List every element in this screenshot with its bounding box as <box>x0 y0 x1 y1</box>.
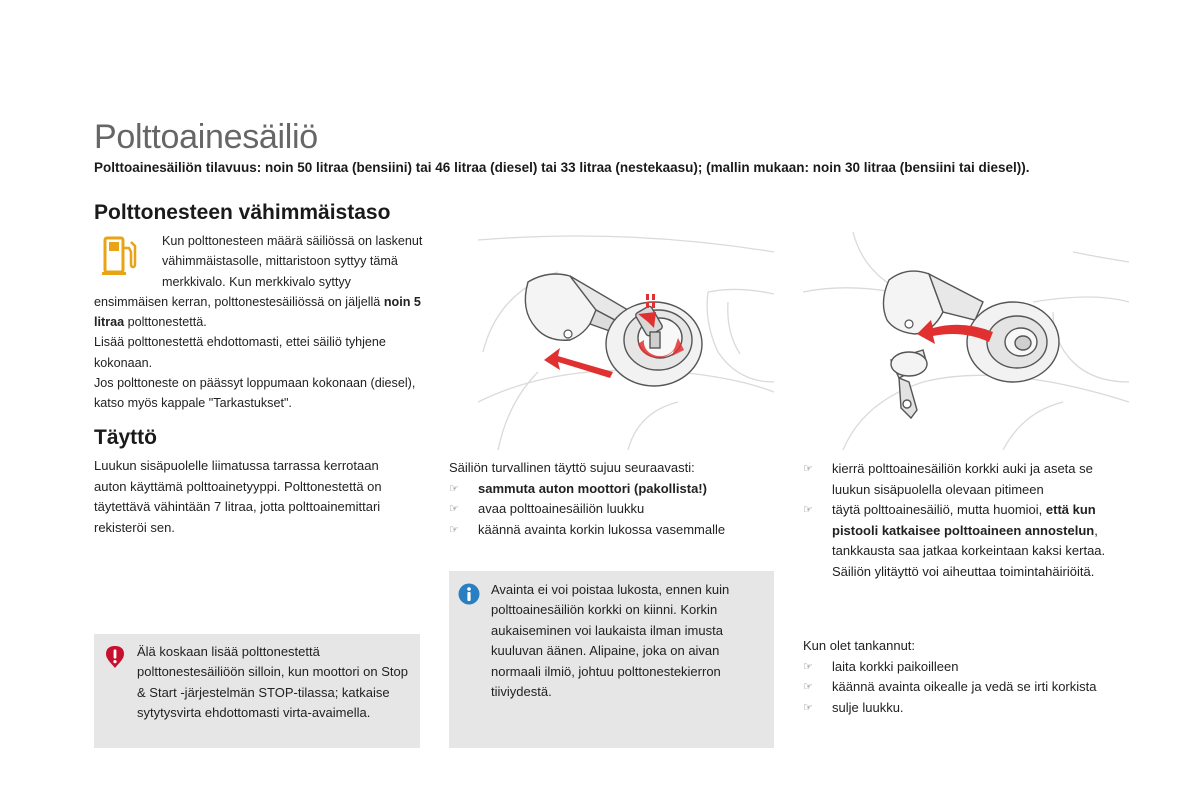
pointing-hand-icon: ☞ <box>449 503 459 515</box>
pointing-hand-icon: ☞ <box>449 482 459 495</box>
min-level-p3: Jos polttoneste on päässyt loppumaan kokonaan (diesel), katso myös kappale "Tarkastukset". <box>94 376 416 411</box>
step-text: laita korkki paikoilleen <box>832 658 959 674</box>
procedure-steps <box>449 479 779 541</box>
min-level-liters: noin 5 litraa <box>94 294 421 330</box>
after-steps <box>803 657 1133 719</box>
filling-text: Luukun sisäpuolelle liimatussa tarrassa kerrotaan auton käyttämä polttoainetyyppi. Polttonestettä on täytettävä vähintään 7 litraa, jotta polttoainemittari rekisteröi sen. <box>94 458 382 535</box>
step-text: käännä avainta korkin lukossa vasemmalle <box>478 521 726 537</box>
step-text: täytä polttoainesäiliö, mutta huomioi, <box>832 502 1046 517</box>
step-text: kierrä polttoainesäiliön korkki auki ja aseta se luukun sisäpuolella olevaan pitimeen <box>832 461 1093 497</box>
fuel-cap-removal-illustration <box>803 232 1129 450</box>
procedure-intro: Säiliön turvallinen täyttö sujuu seuraavasti: <box>449 460 695 475</box>
min-level-heading: Polttonesteen vähimmäistaso <box>94 201 391 224</box>
info-icon <box>458 583 480 605</box>
tank-capacity-note: Polttoainesäiliön tilavuus: noin 50 litraa (bensiini) tai 46 litraa (diesel) tai 33 litraa (nestekaasu); (mallin mukaan: noin 30 litraa (bensiini tai diesel)). <box>94 160 1030 175</box>
pointing-hand-icon: ☞ <box>803 660 813 673</box>
procedure-column <box>449 458 779 540</box>
list-item <box>803 677 1133 698</box>
pointing-hand-icon: ☞ <box>449 523 459 536</box>
list-item <box>449 520 779 541</box>
fuel-cap-unlock-illustration <box>478 232 774 450</box>
pointing-hand-icon: ☞ <box>803 504 813 516</box>
info-text: Avainta ei voi poistaa lukosta, ennen kuin polttoainesäiliön korkki on kiinni. Korkin aukaiseminen voi laukaista ilman imusta kuuluvan äänen. Alipaine, joka on aivan normaali ilmiö, johtuu polttonestekierron tiiviydestä. <box>491 582 730 700</box>
pointing-hand-icon: ☞ <box>803 463 813 475</box>
pointing-hand-icon: ☞ <box>803 681 813 693</box>
list-item <box>449 479 779 500</box>
pointing-hand-icon: ☞ <box>803 701 813 714</box>
step-text: avaa polttoainesäiliön luukku <box>478 501 645 516</box>
after-refuel-column <box>803 636 1133 718</box>
min-level-text <box>94 231 426 414</box>
filling-heading: Täyttö <box>94 426 157 449</box>
step-text: , tankkausta saa jatkaa korkeintaan kaksi kertaa. Säiliön ylitäyttö voi aiheuttaa toimintahäiriöitä. <box>832 522 1106 579</box>
step-text-bold: että kun pistooli katkaisee polttoaineen annostelun <box>832 502 1096 538</box>
refuel-steps-column <box>803 459 1133 582</box>
after-intro: Kun olet tankannut: <box>803 638 916 653</box>
page-title: Polttoainesäiliö <box>94 118 318 156</box>
list-item <box>803 500 1133 582</box>
list-item <box>803 698 1133 719</box>
step-text-bold: sammuta auton moottori (pakollista!) <box>478 480 707 496</box>
list-item <box>803 657 1133 678</box>
min-level-p2: Lisää polttonestettä ehdottomasti, ettei säiliö tyhjene kokonaan. <box>94 335 386 370</box>
step-text: käännä avainta oikealle ja vedä se irti korkista <box>832 679 1097 694</box>
warning-text: Älä koskaan lisää polttonestettä polttonestesäiliöön silloin, kun moottori on Stop & Start -järjestelmän STOP-tilassa; katkaise sytytysvirta ehdottomasti virta-avaimella. <box>137 644 408 721</box>
step-text: sulje luukku. <box>832 699 904 715</box>
warning-exclamation-icon <box>105 645 125 669</box>
refuel-steps <box>803 459 1133 582</box>
list-item <box>449 499 779 520</box>
list-item <box>803 459 1133 500</box>
min-level-p1: Kun polttonesteen määrä säiliössä on laskenut vähimmäistasolle, mittaristoon syttyy tämä merkkivalo. Kun merkkivalo syttyy ensimmäisen kerran, polttonestesäiliössä on jäljellä <box>94 234 423 309</box>
min-level-p1-end: polttonestettä. <box>124 315 207 330</box>
